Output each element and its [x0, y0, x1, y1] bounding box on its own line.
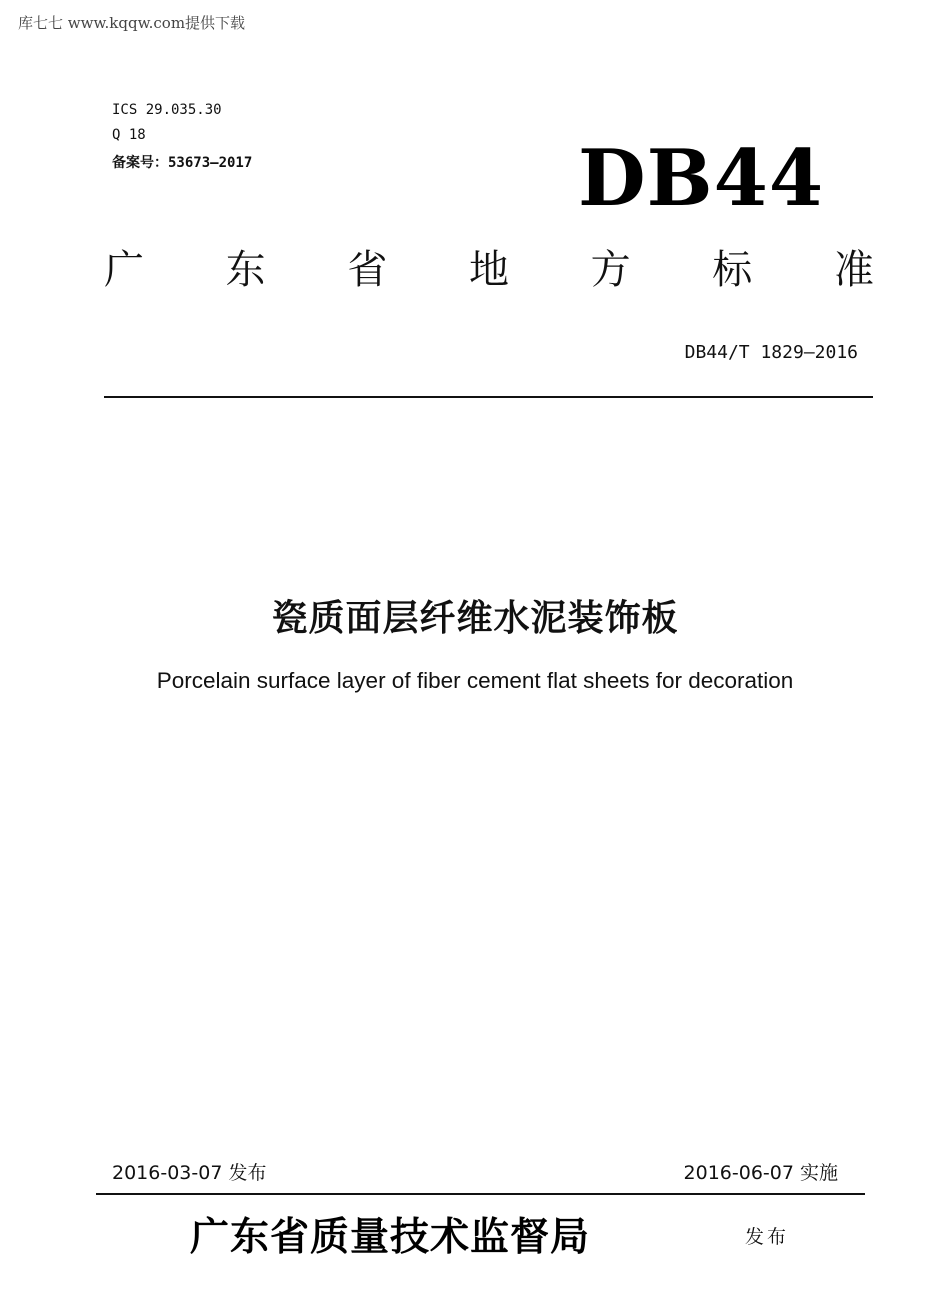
issue-date: 2016-03-07 发布 [112, 1162, 267, 1184]
title-char: 广 [104, 247, 144, 293]
standard-category-title [104, 247, 874, 293]
ccs-code: Q 18 [112, 127, 146, 143]
title-char: 准 [833, 247, 874, 293]
ics-code: ICS 29.035.30 [112, 102, 222, 118]
document-title-chinese: 瓷质面层纤维水泥装饰板 [271, 598, 679, 639]
title-char: 方 [590, 247, 631, 293]
publish-label: 发布 [745, 1226, 790, 1248]
bottom-divider [96, 1193, 865, 1195]
filing-number: 备案号：53673—2017 [112, 155, 253, 171]
watermark-text: 库七七 www.kqqw.com提供下载 [18, 14, 246, 32]
document-title-english: Porcelain surface layer of fiber cement flat sheets for decoration [156, 668, 794, 693]
db44-logo: DB44 [578, 133, 825, 224]
title-char: 标 [712, 247, 753, 293]
publisher-name: 广东省质量技术监督局 [190, 1214, 591, 1260]
title-char: 省 [347, 247, 388, 293]
title-char: 地 [468, 247, 509, 293]
top-divider [104, 396, 873, 398]
implementation-date: 2016-06-07 实施 [683, 1162, 838, 1184]
title-char: 东 [225, 247, 266, 293]
standard-number: DB44/T 1829—2016 [684, 342, 858, 363]
